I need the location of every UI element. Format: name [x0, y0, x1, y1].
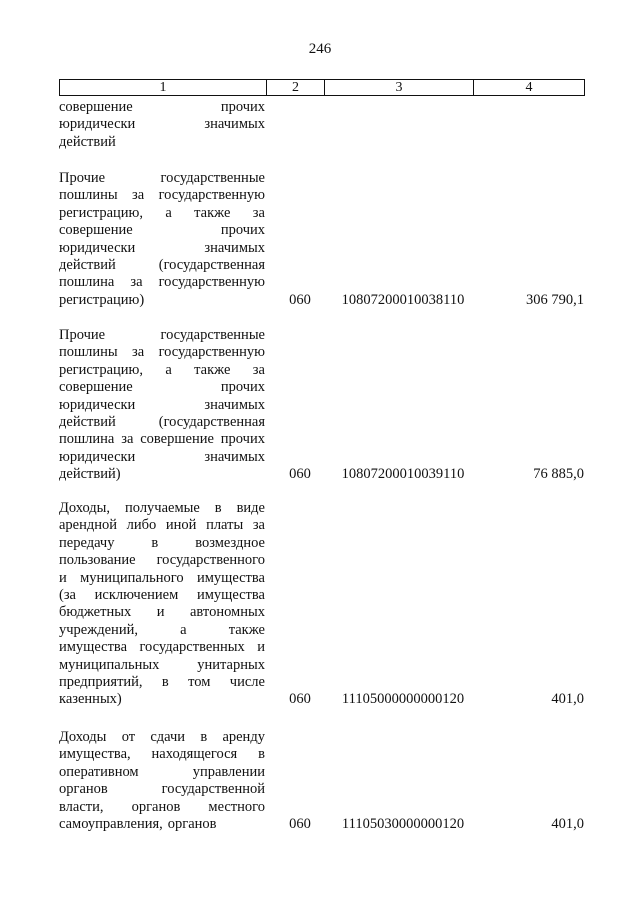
description-word: пользование [59, 552, 136, 569]
description-word: имущества [196, 569, 265, 586]
description-line [59, 466, 265, 483]
description-word: юридически [59, 239, 136, 256]
description-word: автономных [190, 604, 265, 621]
description-line [59, 799, 265, 816]
description-line [59, 622, 265, 639]
description-word: регистрацию, [59, 204, 144, 221]
description-word: значимых [204, 396, 265, 413]
table-header [59, 79, 585, 96]
budget-code-cell: 11105030000000120 [341, 816, 465, 832]
description-word: за [132, 344, 145, 361]
description-word: за [252, 204, 265, 221]
description-word: за [252, 517, 265, 534]
description-word: муниципальных [59, 656, 160, 673]
description-word: государственной [161, 781, 265, 798]
description-line [59, 552, 265, 569]
page-number: 246 [308, 41, 332, 57]
description-word: имущества, [59, 746, 131, 763]
description-line [59, 205, 265, 222]
description-word: возмездное [195, 534, 265, 551]
description-word: государственные [160, 170, 265, 186]
amount-cell: 306 790,1 [526, 291, 584, 308]
description-line [59, 222, 265, 239]
description-word: прочих [220, 99, 265, 115]
description-word: за [121, 431, 134, 448]
description-word: органов [59, 781, 108, 798]
description-word: виде [236, 500, 265, 516]
description-word: в [258, 746, 265, 763]
description-word: бюджетных [59, 604, 132, 621]
description-line [59, 187, 265, 204]
description-line [59, 362, 265, 379]
description-word: прочих [220, 431, 265, 448]
description-word: государственного [156, 552, 265, 569]
description-line [59, 764, 265, 781]
description-word: местного [208, 798, 265, 815]
description-line [59, 639, 265, 656]
amount-cell: 401,0 [551, 816, 584, 832]
description-line [59, 397, 265, 414]
header-col-1: 1 [159, 80, 167, 95]
description-word: значимых [204, 448, 265, 465]
description-word: имущества [59, 639, 128, 656]
description-word: государственную [158, 344, 265, 361]
description-word: государственную [158, 274, 265, 291]
description-word: значимых [204, 239, 265, 256]
description-word: юридически [59, 396, 136, 413]
description-line [59, 657, 265, 674]
description-word: прочих [220, 379, 265, 396]
description-word: имущества [196, 587, 265, 603]
description-word: в [214, 500, 222, 516]
description-word: учреждений, [59, 621, 138, 638]
description-line [59, 99, 265, 116]
description-line [59, 570, 265, 587]
description-word: власти, [59, 798, 104, 815]
description-line [59, 816, 265, 833]
description-word: в [151, 534, 159, 551]
description-word: и [156, 604, 165, 621]
description-word: Прочие [59, 170, 106, 186]
description-line [59, 116, 265, 133]
budget-code-cell: 10807200010038110 [341, 291, 465, 308]
description-line [59, 257, 265, 274]
description-word: получаемые [125, 500, 200, 516]
description-word: оперативном [59, 763, 139, 780]
description-word: за [252, 361, 265, 378]
description-word: Доходы, [59, 500, 111, 516]
description-word: действий) [59, 466, 121, 483]
description-word: совершение [59, 222, 133, 239]
description-word: в [161, 674, 169, 690]
description-line [59, 274, 265, 291]
description-word: регистрацию, [59, 361, 144, 378]
description-word: прочих [220, 222, 265, 239]
description-word: за [132, 187, 145, 204]
description-word: Доходы [59, 729, 107, 745]
description-word: управлении [192, 763, 265, 780]
description-word: платы [206, 517, 244, 534]
description-word: том [188, 674, 211, 690]
description-word: регистрацию) [59, 291, 145, 308]
description-line [59, 134, 265, 151]
admin-code-cell: 060 [289, 291, 311, 308]
description-word: передачу [59, 534, 115, 551]
description-line [59, 431, 265, 448]
header-col-3: 3 [395, 80, 403, 95]
description-word: самоуправления, [59, 816, 163, 832]
header-col-4: 4 [525, 80, 533, 95]
description-line [59, 587, 265, 604]
description-line [59, 292, 265, 309]
header-col-2: 2 [292, 80, 299, 95]
description-word: за [130, 274, 143, 291]
description-line [59, 414, 265, 431]
description-word: а [165, 361, 172, 378]
description-word: казенных) [59, 691, 122, 708]
admin-code-cell: 060 [289, 691, 311, 708]
description-word: а [180, 621, 187, 638]
description-line [59, 500, 265, 517]
description-line [59, 327, 265, 344]
description-word: юридически [59, 116, 136, 133]
description-word: предприятий, [59, 674, 143, 690]
description-word: (за [59, 587, 76, 603]
description-word: пошлины [59, 344, 118, 361]
description-word: а [165, 204, 172, 221]
description-word: юридически [59, 448, 136, 465]
description-word: унитарных [197, 656, 265, 673]
description-line [59, 379, 265, 396]
description-word: иной [165, 517, 197, 534]
description-word: также [194, 204, 231, 221]
budget-code-cell: 10807200010039110 [341, 466, 465, 483]
description-word: пошлина [59, 431, 115, 448]
description-line [59, 691, 265, 708]
description-word: в [200, 729, 208, 745]
description-word: (государственная [158, 257, 265, 273]
admin-code-cell: 060 [289, 816, 311, 832]
description-word: совершение [140, 431, 214, 448]
description-line [59, 344, 265, 361]
description-word: сдачи [150, 729, 186, 745]
amount-cell: 401,0 [551, 691, 584, 708]
budget-code-cell: 11105000000000120 [341, 691, 465, 708]
description-word: также [194, 361, 231, 378]
description-word: пошлины [59, 187, 118, 204]
description-word: действий [59, 414, 116, 430]
amount-cell: 76 885,0 [533, 466, 584, 483]
description-word: совершение [59, 99, 133, 115]
description-line [59, 240, 265, 257]
description-word: органов [167, 816, 217, 832]
description-word: и [59, 569, 67, 586]
description-word: аренду [222, 729, 265, 745]
description-line [59, 781, 265, 798]
description-word: органов [131, 798, 181, 815]
description-word: действий [59, 257, 116, 273]
description-word: государственную [158, 187, 265, 204]
description-line [59, 517, 265, 534]
description-line [59, 535, 265, 552]
description-line [59, 604, 265, 621]
description-line [59, 449, 265, 466]
description-word: Прочие [59, 327, 106, 343]
description-word: (государственная [158, 414, 265, 430]
description-word: значимых [204, 116, 265, 133]
description-line [59, 729, 265, 746]
description-line [59, 746, 265, 763]
admin-code-cell: 060 [289, 466, 311, 483]
description-word: государственных [139, 639, 245, 656]
description-word: от [121, 729, 136, 745]
description-word: числе [229, 674, 265, 690]
description-word: пошлина [59, 274, 115, 291]
description-line [59, 674, 265, 691]
description-word: действий [59, 133, 116, 150]
description-word: арендной [59, 517, 118, 534]
description-line [59, 170, 265, 187]
description-word: и [257, 639, 265, 656]
description-word: находящегося [151, 746, 238, 763]
description-word: совершение [59, 379, 133, 396]
description-word: либо [126, 517, 157, 534]
description-word: государственные [160, 327, 265, 343]
description-word: исключением [94, 587, 179, 603]
description-word: также [228, 621, 265, 638]
description-word: муниципального [80, 569, 184, 586]
